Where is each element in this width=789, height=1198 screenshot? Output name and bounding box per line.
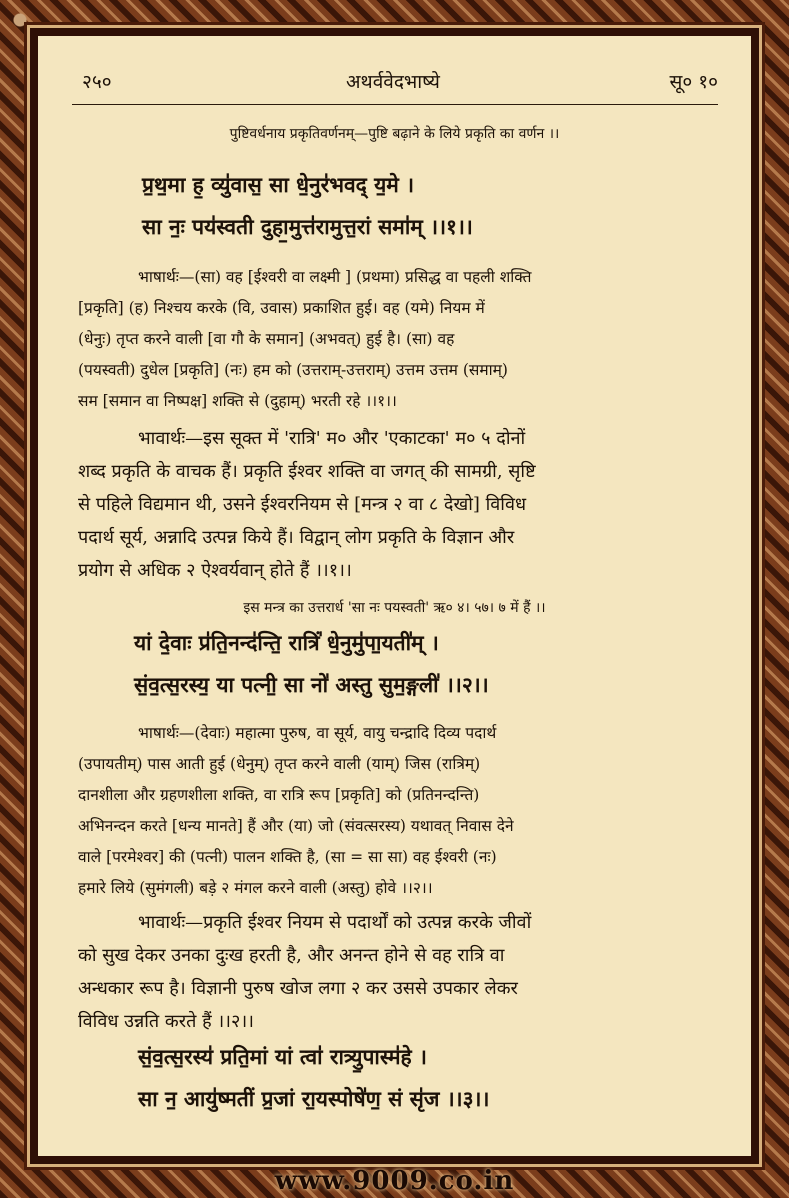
- bhavarth-line: शब्द प्रकृति के वाचक हैं। प्रकृति ईश्वर शक्ति वा जगत् की सामग्री, सृष्टि: [78, 461, 536, 482]
- page-number: २५०: [82, 71, 112, 93]
- bhavarth-line: विविध उन्नति करते हैं ।।२।।: [78, 1011, 254, 1032]
- sukta-number: सू० १०: [669, 71, 718, 93]
- mantra-line: सं॒व॒त्स॒रस्य॒ या पत्नी॒ सा नो॑ अस्तु सुम॒ङ्गली॑ ।।२।।: [134, 672, 489, 697]
- mantra-1: [38, 164, 751, 248]
- bhavarth-line: से पहिले विद्यमान थी, उसने ईश्वरनियम से [मन्त्र २ वा ८ देखो] विविध: [78, 494, 527, 515]
- bhashya-line: (धेनुः) तृप्त करने वाली [वा गौ के समान] (अभवत्) हुई है। (सा) वह: [78, 330, 455, 348]
- topic-line: पुष्टिवर्धनाय प्रकृतिवर्णनम्—पुष्टि बढ़ाने के लिये प्रकृति का वर्णन ।।: [229, 126, 560, 142]
- bhashya-line: अभिनन्दन करते [धन्य मानते] हैं और (या) जो (संवत्सरस्य) यथावत् निवास देने: [78, 817, 514, 835]
- bhashya-line: [प्रकृति] (ह) निश्चय करके (वि, उवास) प्रकाशित हुई। वह (यमे) नियम में: [78, 299, 485, 317]
- page-header: [68, 68, 718, 98]
- reference-note: इस मन्त्र का उत्तरार्ध 'सा नः पयस्वती' ऋ० ४। ५७। ७ में हैं ।।: [243, 600, 546, 616]
- bhashya-line: भाषार्थः—(देवाः) महात्मा पुरुष, वा सूर्य, वायु चन्द्रादि दिव्य पदार्थ: [138, 724, 497, 742]
- mantra-line: यां दे॒वाः प्र॑ति॒नन्द॑न्ति॒ रात्रिं॑ धे॒नुमु॑पा॒यती॑म् ।: [134, 630, 439, 655]
- bhavarth-2: [38, 906, 751, 1038]
- bhavarth-line: भावार्थः—इस सूक्त में 'रात्रि' म० और 'एकाटका' म० ५ दोनों: [138, 428, 526, 449]
- mantra-line: प्र॒थ॒मा ह॒ व्यु॑वास॒ सा धे॒नुर॑भवद् य॒मे ।: [142, 172, 415, 197]
- mantra-3: [38, 1036, 751, 1120]
- bhavarth-1: [38, 422, 751, 587]
- book-title: अथर्ववेदभाष्ये: [346, 71, 440, 93]
- bhashya-line: हमारे लिये (सुमंगली) बड़े २ मंगल करने वाली (अस्तु) होवे ।।२।।: [78, 879, 433, 897]
- bhashya-line: दानशीला और ग्रहणशीला शक्ति, वा रात्रि रूप [प्रकृति] को (प्रतिनन्दन्ति): [78, 786, 480, 804]
- mantra-line: सा न॒ आयु॑ष्मतीं प्र॒जां रा॒यस्पोषे॑ण॒ सं सृ॑ज ।।३।।: [138, 1086, 490, 1111]
- bhavarth-line: भावार्थः—प्रकृति ईश्वर नियम से पदार्थों को उत्पन्न करके जीवों: [138, 912, 532, 933]
- website-footer: www.9009.co.in: [274, 1166, 515, 1196]
- scripture-page: [38, 36, 751, 1156]
- bhashya-line: भाषार्थः—(सा) वह [ईश्वरी वा लक्ष्मी ] (प्रथमा) प्रसिद्ध वा पहली शक्ति: [138, 268, 532, 286]
- bhashya-line: वाले [परमेश्वर] की (पत्नी) पालन शक्ति है, (सा = सा सा) वह ईश्वरी (नः): [78, 848, 497, 866]
- mantra-2: [38, 622, 751, 706]
- bhashya-line: (उपायतीम्) पास आती हुई (धेनुम्) तृप्त करने वाली (याम्) जिस (रात्रिम्): [78, 755, 481, 773]
- bhashya-1: [38, 262, 751, 417]
- bhashya-line: (पयस्वती) दुधेल [प्रकृति] (नः) हम को (उत्तराम्-उत्तराम्) उत्तम उत्तम (समाम्): [78, 361, 508, 379]
- bhavarth-line: को सुख देकर उनका दुःख हरती है, और अनन्त होने से वह रात्रि वा: [78, 945, 505, 966]
- bhavarth-line: अन्धकार रूप है। विज्ञानी पुरुष खोज लगा २ कर उससे उपकार लेकर: [78, 978, 518, 999]
- bhavarth-line: पदार्थ सूर्य, अन्नादि उत्पन्न किये हैं। विद्वान् लोग प्रकृति के विज्ञान और: [78, 527, 515, 548]
- mantra-line: सा नः॒ पय॑स्वती दुहा॒मुत्त॑रामुत्त॒रां समा॑म् ।।१।।: [142, 214, 473, 239]
- bhavarth-line: प्रयोग से अधिक २ ऐश्वर्यवान् होते हैं ।।१।।: [78, 560, 352, 581]
- bhashya-2: [38, 718, 751, 904]
- mantra-line: सं॒व॒त्स॒रस्य॑ प्रति॒मां यां त्वा॑ रात्र्यु॒पास्म॑हे ।: [138, 1044, 427, 1069]
- header-rule: [72, 104, 718, 105]
- bhashya-line: सम [समान वा निष्पक्ष] शक्ति से (दुहाम्) भरती रहे ।।१।।: [78, 392, 397, 410]
